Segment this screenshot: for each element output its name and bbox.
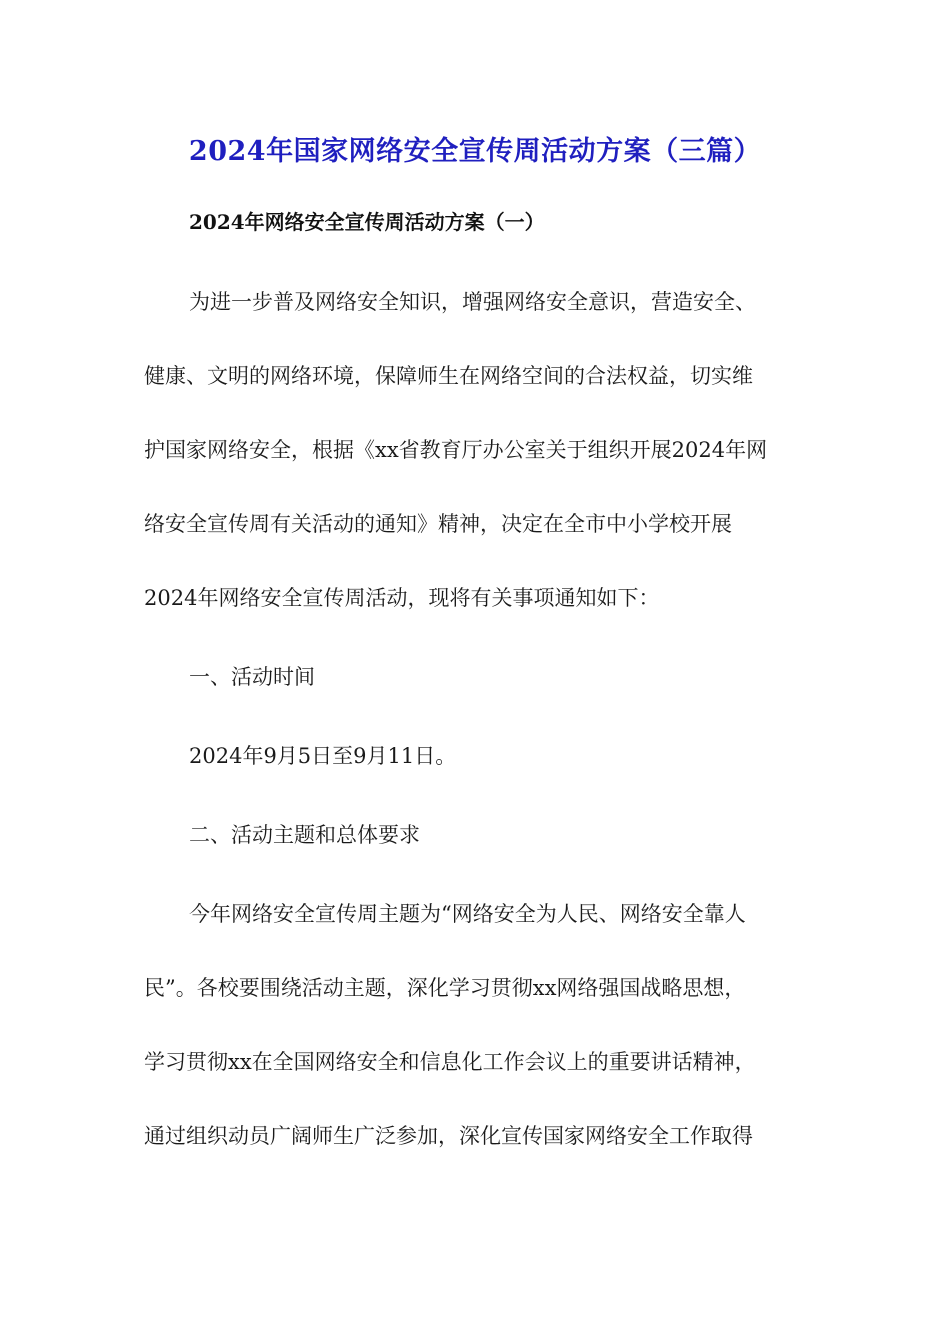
paragraph-line: 护国家网络安全，根据《xx省教育厅办公室关于组织开展2024年网 — [144, 438, 768, 462]
paragraph-line: 2024年网络安全宣传周活动，现将有关事项通知如下： — [144, 586, 660, 610]
section-title: 2024年网络安全宣传周活动方案（一） — [189, 210, 545, 234]
activity-date: 2024年9月5日至9月11日。 — [189, 744, 457, 768]
paragraph-line: 今年网络安全宣传周主题为“网络安全为人民、网络安全靠人 — [189, 902, 746, 926]
paragraph-line: 为进一步普及网络安全知识，增强网络安全意识，营造安全、 — [189, 290, 756, 314]
paragraph-line: 通过组织动员广阔师生广泛参加，深化宣传国家网络安全工作取得 — [144, 1124, 753, 1148]
document-title: 2024年国家网络安全宣传周活动方案（三篇） — [188, 136, 762, 167]
paragraph-line: 民”。各校要围绕活动主题，深化学习贯彻xx网络强国战略思想， — [144, 976, 746, 1000]
heading-theme-requirements: 二、活动主题和总体要求 — [189, 823, 420, 847]
heading-activity-time: 一、活动时间 — [189, 665, 315, 689]
paragraph-line: 络安全宣传周有关活动的通知》精神，决定在全市中小学校开展 — [144, 512, 732, 536]
paragraph-line: 学习贯彻xx在全国网络安全和信息化工作会议上的重要讲话精神， — [144, 1050, 756, 1074]
paragraph-line: 健康、文明的网络环境，保障师生在网络空间的合法权益，切实维 — [144, 364, 753, 388]
